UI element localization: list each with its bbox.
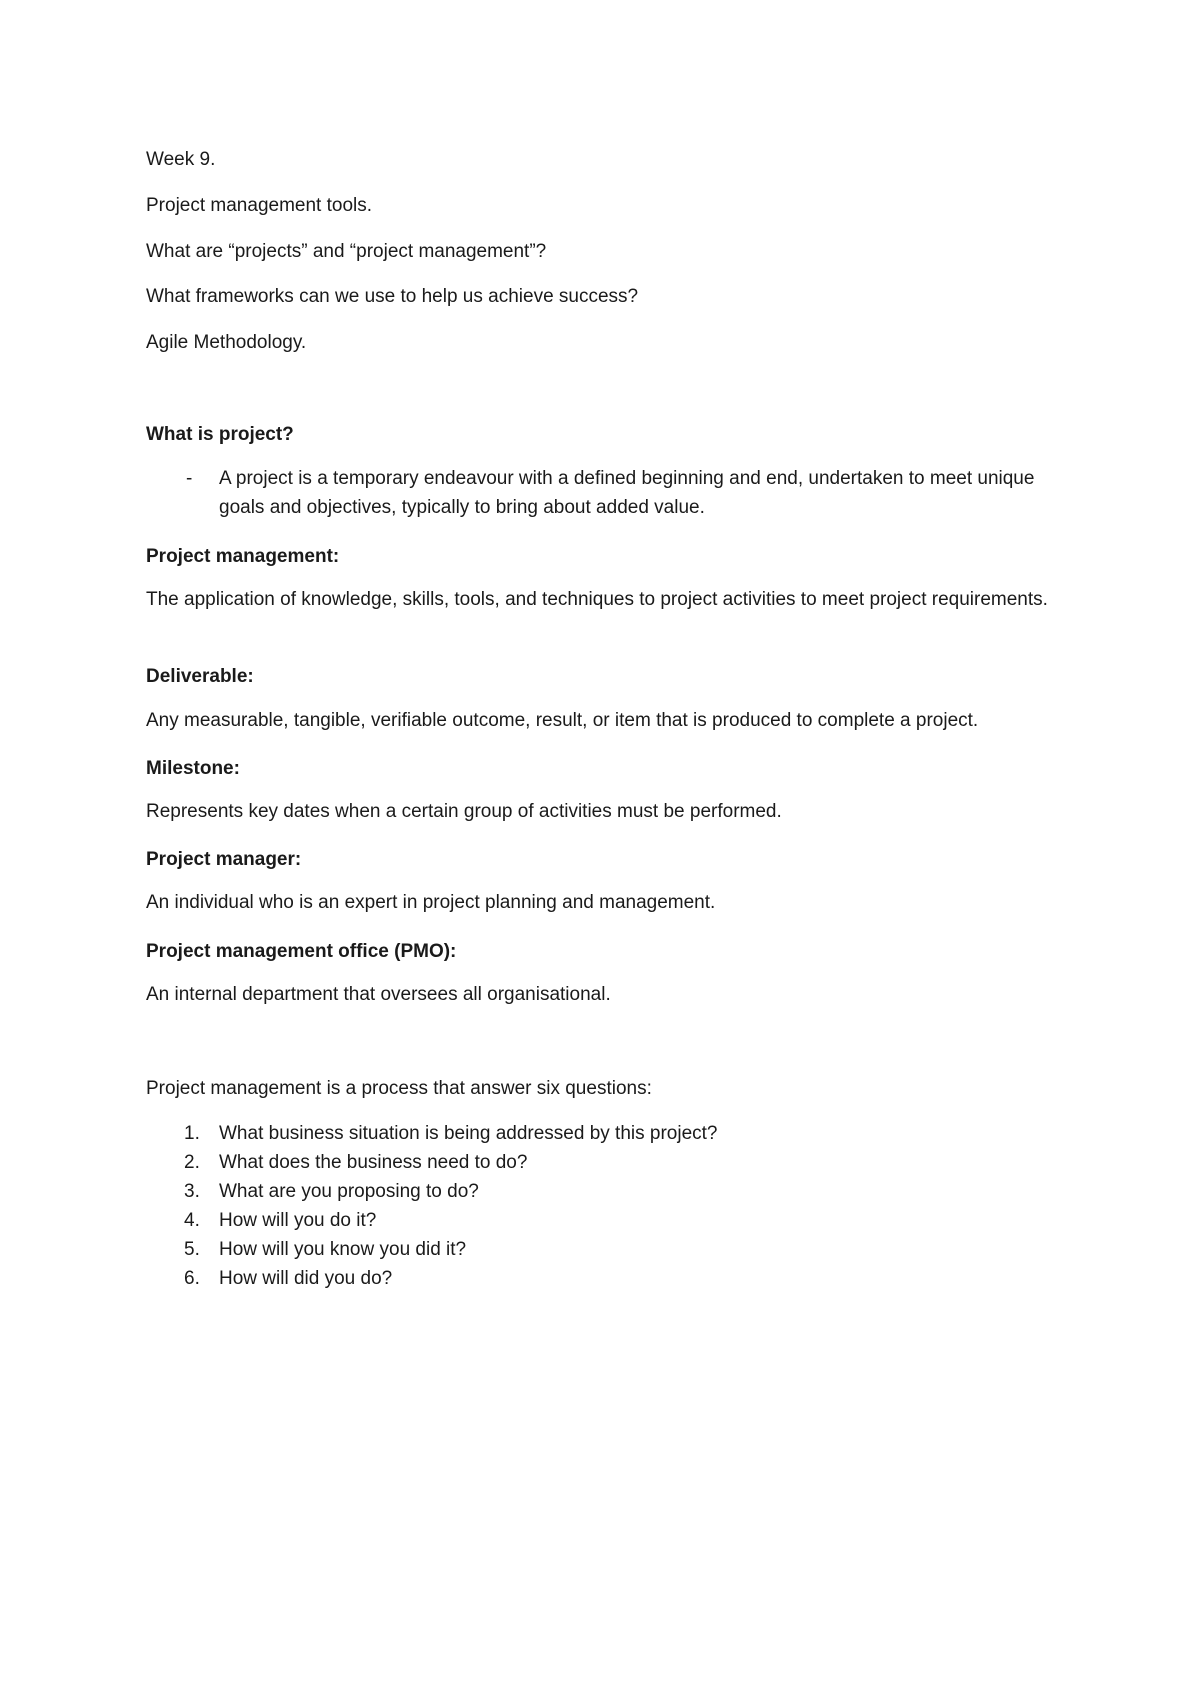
definition-term: Deliverable: [146,666,254,687]
definition-term: Project manager: [146,849,302,870]
list-item [146,1119,1066,1148]
intro-week: Week 9. [146,149,216,170]
intro-topic: Project management tools. [146,195,373,216]
list-number: 2. [184,1152,200,1173]
list-number: 5. [184,1239,200,1260]
definition-term: Project management office (PMO): [146,941,457,962]
definition-text: An individual who is an expert in project planning and management. [146,892,716,913]
intro-agile: Agile Methodology. [146,332,307,353]
list-item-text: How will you do it? [219,1210,377,1231]
intro-question-2: What frameworks can we use to help us achieve success? [146,286,639,307]
list-item [146,464,1066,522]
section-heading-what-is-project: What is project? [146,424,294,445]
list-item-text: How will did you do? [219,1268,393,1289]
list-item-text: What does the business need to do? [219,1152,528,1173]
intro-question-1: What are “projects” and “project management”? [146,241,547,262]
bullet-marker: - [186,468,193,489]
list-item [146,1264,1066,1293]
definition-text: Represents key dates when a certain group of activities must be performed. [146,801,782,822]
definition-text: An internal department that oversees all organisational. [146,984,611,1005]
questions-lead: Project management is a process that answer six questions: [146,1078,652,1099]
list-number: 1. [184,1123,200,1144]
list-item [146,1206,1066,1235]
list-number: 3. [184,1181,200,1202]
list-item-text: What are you proposing to do? [219,1181,479,1202]
list-item [146,1148,1066,1177]
definition-text: Any measurable, tangible, verifiable outcome, result, or item that is produced to complete a project. [146,710,979,731]
definition-text: The application of knowledge, skills, tools, and techniques to project activities to meet project requirements. [146,589,1048,610]
list-item [146,1235,1066,1264]
list-number: 6. [184,1268,200,1289]
definition-term: Project management: [146,546,340,567]
bullet-text: A project is a temporary endeavour with a defined beginning and end, undertaken to meet unique goals and objectives, typically to bring about added value. [219,468,1035,518]
list-item-text: What business situation is being addressed by this project? [219,1123,718,1144]
list-item-text: How will you know you did it? [219,1239,467,1260]
list-item [146,1177,1066,1206]
list-number: 4. [184,1210,200,1231]
definition-term: Milestone: [146,758,240,779]
